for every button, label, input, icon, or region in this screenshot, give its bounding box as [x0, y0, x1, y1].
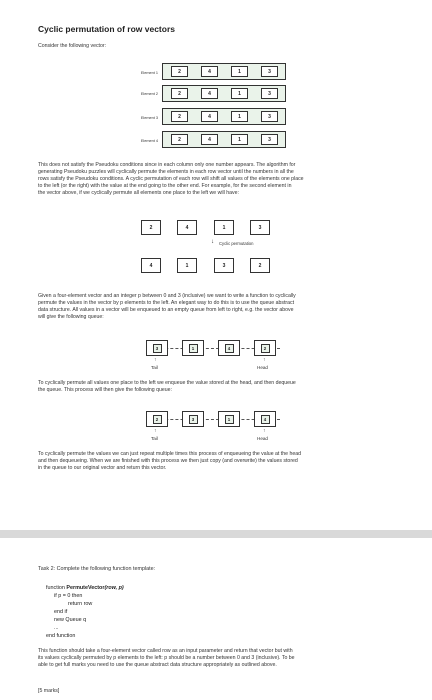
task-description: This function should take a four-element vector called row as an input parameter and return that vector but with its values cyclically permuted by p elements to the left: p should be a number between 0 and 3 (inclusive). To be able to get full marks you need to use the queue abstract data structure appropriately as outlined above. — [38, 648, 295, 668]
vector-row — [162, 131, 286, 148]
tail-label: Tail — [151, 365, 158, 370]
vector-cell: 3 — [261, 111, 278, 122]
row-label: Element 2 — [140, 92, 158, 96]
queue-cell: 1 — [218, 411, 240, 427]
vector-row — [162, 85, 286, 102]
down-arrow-icon: ↓ — [211, 239, 214, 245]
perm-after-cell: 1 — [177, 258, 197, 273]
vector-cell: 2 — [171, 66, 188, 77]
vector-row — [162, 63, 286, 80]
vector-cell: 4 — [201, 111, 218, 122]
paragraph-pseudoku: This does not satisfy the Pseudoku conditions since in each column only one number appears. The algorithm for generating Pseudoku puzzles will cyclically permute the elements in each row vector until the numbers in all the rows satisfy the Pseudoku conditions. A cyclic permutation of each row will shift all values of the elements one place to the left (or the right) with the value at the end going to the other end. For example, for the second element in the vector above, if we cyclically permute all elements one place to the left we will have: — [38, 162, 304, 196]
intro-text: Consider the following vector: — [38, 43, 107, 49]
head-arrow-icon: ↑ — [263, 428, 266, 434]
queue-cell: 3 — [182, 411, 204, 427]
vector-cell: 2 — [171, 111, 188, 122]
vector-cell: 1 — [231, 134, 248, 145]
tail-label: Tail — [151, 436, 158, 441]
queue-cell: 3 — [146, 340, 168, 356]
page-break — [0, 530, 432, 538]
perm-after-cell: 3 — [214, 258, 234, 273]
vector-cell: 2 — [171, 88, 188, 99]
vector-cell: 1 — [231, 88, 248, 99]
vector-cell: 3 — [261, 66, 278, 77]
task-heading: Task 2: Complete the following function template: — [38, 566, 156, 572]
perm-label: Cyclic permutation — [219, 241, 254, 246]
perm-before-cell: 1 — [214, 220, 234, 235]
perm-after-cell: 2 — [250, 258, 270, 273]
vector-cell: 1 — [231, 111, 248, 122]
queue-cell: 2 — [254, 340, 276, 356]
page-title: Cyclic permutation of row vectors — [38, 24, 175, 34]
perm-before-cell: 2 — [141, 220, 161, 235]
vector-cell: 3 — [261, 134, 278, 145]
vector-row — [162, 108, 286, 125]
perm-before-cell: 3 — [250, 220, 270, 235]
marks-label: [5 marks] — [38, 688, 60, 694]
perm-after-cell: 4 — [141, 258, 161, 273]
head-arrow-icon: ↑ — [263, 357, 266, 363]
page-2 — [0, 538, 432, 700]
paragraph-repeat: To cyclically permute the values we can just repeat multiple times this process of enqueueing the value at the head and then dequeueing. When we are finished with this process we then just copy (and overwrite) the values stored in the queue to our original vector and return this vector. — [38, 451, 301, 471]
queue-cell: 4 — [254, 411, 276, 427]
tail-arrow-icon: ↑ — [154, 357, 157, 363]
queue-cell: 4 — [218, 340, 240, 356]
perm-before-cell: 4 — [177, 220, 197, 235]
row-label: Element 1 — [140, 71, 158, 75]
vector-cell: 4 — [201, 134, 218, 145]
vector-cell: 2 — [171, 134, 188, 145]
paragraph-enqueue: To cyclically permute all values one place to the left we enqueue the value stored at the head, and then dequeue the queue. This process will then give the following queue: — [38, 380, 296, 393]
vector-cell: 4 — [201, 66, 218, 77]
paragraph-queue-intro: Given a four-element vector and an integer p between 0 and 3 (inclusive) we want to write a function to cyclically permute the values in the vector by p elements to the left. An elegant way to do this is to use the queue abstract data structure. All values in a vector will be enqueued to an empty queue from left to right, e.g. the vector above will give the following queue: — [38, 293, 296, 320]
row-label: Element 4 — [140, 139, 158, 143]
head-label: Head — [257, 436, 268, 441]
vector-cell: 1 — [231, 66, 248, 77]
vector-cell: 4 — [201, 88, 218, 99]
row-label: Element 3 — [140, 116, 158, 120]
head-label: Head — [257, 365, 268, 370]
vector-cell: 3 — [261, 88, 278, 99]
queue-cell: 2 — [146, 411, 168, 427]
function-template: function PermuteVector(row, p) if p = 0 then return row end if new Queue q ... end function — [46, 585, 124, 639]
tail-arrow-icon: ↑ — [154, 428, 157, 434]
queue-cell: 1 — [182, 340, 204, 356]
